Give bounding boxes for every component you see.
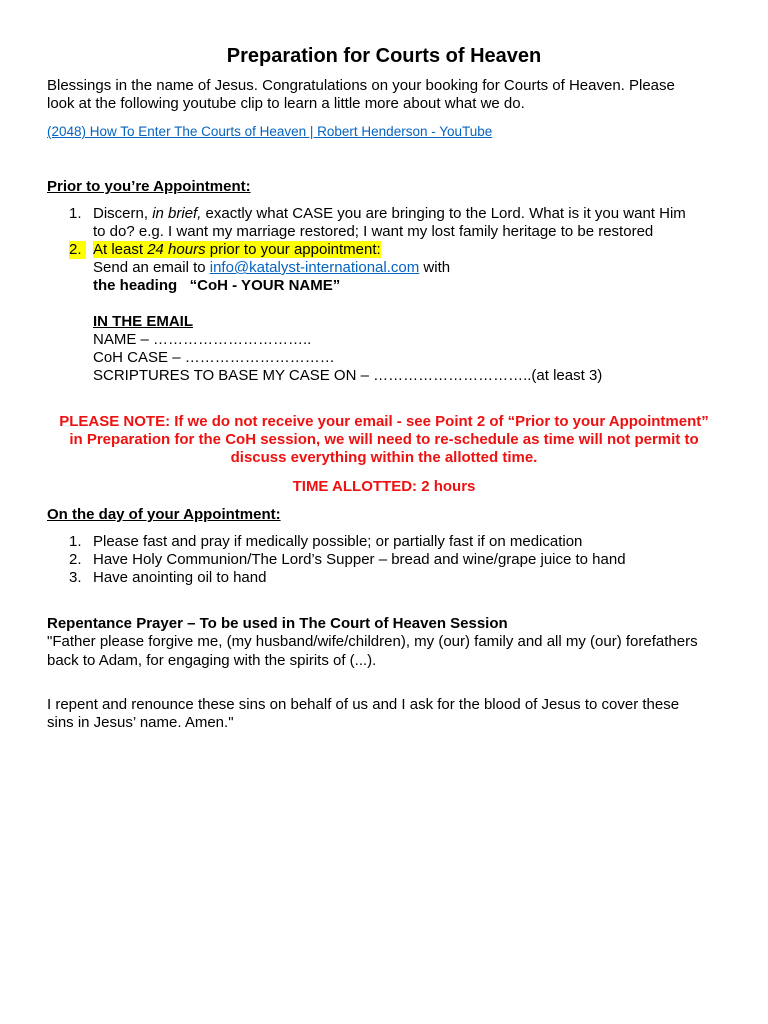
intro-line-1: Blessings in the name of Jesus. Congratulations on your booking for Courts of Heaven. Please: [47, 77, 675, 94]
prior-item-1-emphasis: in brief,: [152, 205, 202, 222]
intro-line-2: look at the following youtube clip to learn a little more about what we do.: [47, 95, 525, 112]
prior-item-2-post: prior to your appointment:: [205, 241, 381, 258]
send-email-post: with: [419, 259, 451, 276]
prior-item-2-highlight: [93, 241, 381, 258]
day-item-3-number: 3.: [69, 569, 82, 586]
notice-line-1: PLEASE NOTE: If we do not receive your email - see Point 2 of “Prior to your Appointment”: [59, 413, 709, 430]
notice-line-3: discuss everything within the allotted time.: [230, 449, 538, 466]
email-name-line: NAME – …………………………..: [93, 331, 312, 348]
day-item-3: Have anointing oil to hand: [93, 569, 267, 586]
prior-item-2-pre: At least: [93, 241, 148, 258]
prayer-p1-line-1: "Father please forgive me, (my husband/wife/children), my (our) family and all my (our) forefathers: [47, 633, 698, 650]
prior-item-1-post: exactly what CASE you are bringing to the Lord. What is it you want Him: [201, 205, 686, 222]
youtube-video-link[interactable]: (2048) How To Enter The Courts of Heaven | Robert Henderson - YouTube: [47, 124, 493, 139]
email-link[interactable]: info@katalyst-international.com: [209, 259, 420, 276]
prayer-heading: Repentance Prayer – To be used in The Court of Heaven Session: [47, 615, 508, 632]
send-email-line: [93, 259, 450, 277]
page-title: Preparation for Courts of Heaven: [226, 45, 542, 67]
prior-item-1-pre: Discern,: [93, 205, 153, 222]
prior-item-2-number: 2.: [69, 241, 86, 259]
in-the-email-heading: IN THE EMAIL: [93, 313, 193, 330]
prayer-p2-line-1: I repent and renounce these sins on behalf of us and I ask for the blood of Jesus to cover these: [47, 696, 680, 713]
prayer-p2-line-2: sins in Jesus’ name. Amen.": [47, 714, 234, 731]
time-allotted: TIME ALLOTTED: 2 hours: [292, 478, 476, 495]
day-of-appointment-heading: On the day of your Appointment:: [47, 506, 281, 523]
prayer-p1-line-2: back to Adam, for engaging with the spirits of (...).: [47, 652, 377, 669]
send-email-pre: Send an email to: [93, 259, 210, 276]
prior-item-1-line-1: [93, 205, 686, 223]
prior-item-1-number: 1.: [69, 205, 82, 222]
day-item-2: Have Holy Communion/The Lord’s Supper – bread and wine/grape juice to hand: [93, 551, 626, 568]
prior-item-2-line-1: [93, 241, 381, 259]
prior-item-2-emphasis: 24 hours: [147, 241, 206, 258]
prior-item-1-line-2: to do? e.g. I want my marriage restored; I want my lost family heritage to be restored: [93, 223, 654, 240]
email-case-line: CoH CASE – …………………………: [93, 349, 335, 366]
email-heading-instruction: the heading “CoH - YOUR NAME”: [93, 277, 341, 294]
email-scriptures-line: SCRIPTURES TO BASE MY CASE ON – …………………………..(at least 3): [93, 367, 603, 384]
prior-appointment-heading: Prior to you’re Appointment:: [47, 178, 251, 195]
day-item-2-number: 2.: [69, 551, 82, 568]
day-item-1: Please fast and pray if medically possible; or partially fast if on medication: [93, 533, 583, 550]
notice-line-2: in Preparation for the CoH session, we will need to re-schedule as time will not permit to: [69, 431, 699, 448]
day-item-1-number: 1.: [69, 533, 82, 550]
